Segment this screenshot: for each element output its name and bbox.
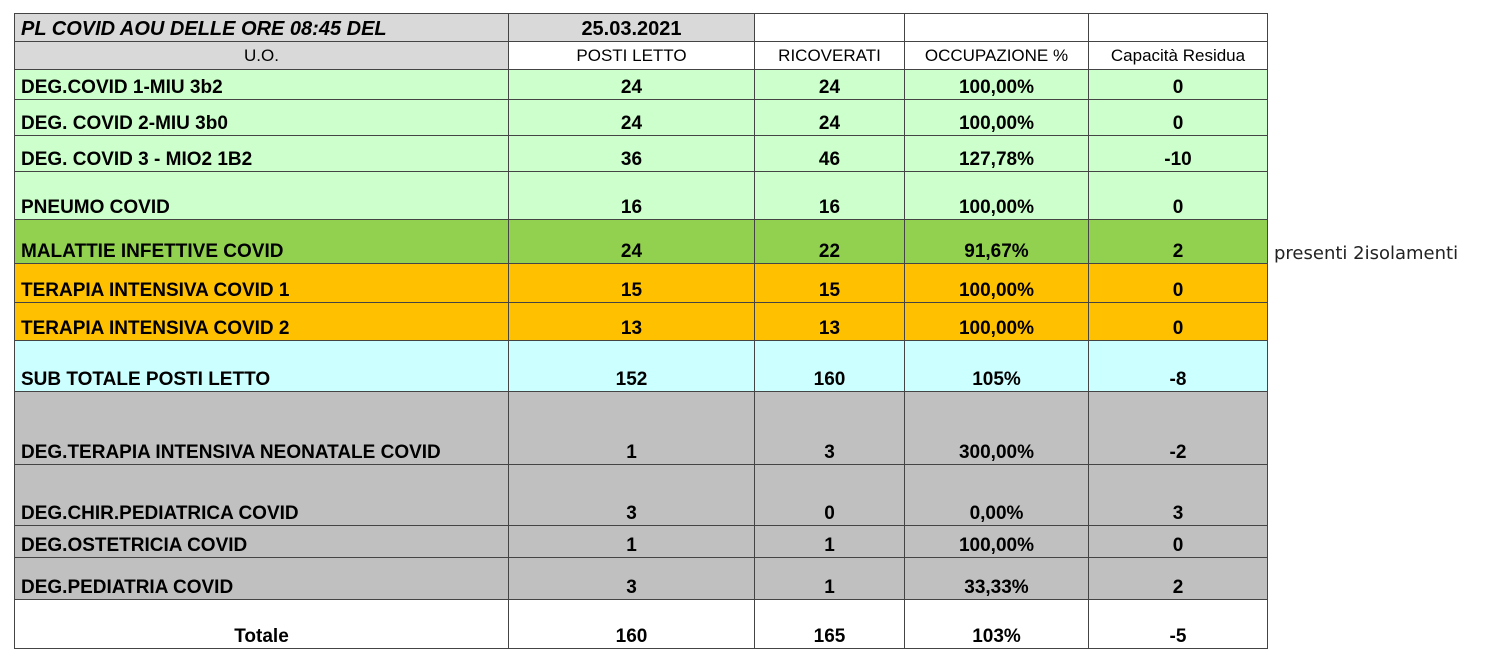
residua-cell: 0 <box>1089 70 1268 100</box>
uo-cell: DEG.OSTETRICIA COVID <box>15 526 509 558</box>
uo-cell: DEG. COVID 3 - MIO2 1B2 <box>15 136 509 172</box>
ricoverati-cell: 13 <box>755 303 905 341</box>
residua-cell: 0 <box>1089 264 1268 303</box>
residua-cell: -2 <box>1089 392 1268 465</box>
title-row <box>15 14 1268 42</box>
residua-cell: 0 <box>1089 526 1268 558</box>
occupazione-cell: 100,00% <box>905 100 1089 136</box>
residua-cell: 3 <box>1089 465 1268 526</box>
table-row <box>15 465 1268 526</box>
ricoverati-cell: 160 <box>755 341 905 392</box>
posti-cell: 152 <box>509 341 755 392</box>
table-row <box>15 392 1268 465</box>
total-row <box>15 600 1268 649</box>
uo-cell: DEG.CHIR.PEDIATRICA COVID <box>15 465 509 526</box>
ricoverati-cell: 22 <box>755 220 905 264</box>
table-row <box>15 100 1268 136</box>
residua-cell: -10 <box>1089 136 1268 172</box>
table-row <box>15 172 1268 220</box>
report-title: PL COVID AOU DELLE ORE 08:45 DEL <box>15 14 509 42</box>
uo-cell: DEG.PEDIATRIA COVID <box>15 558 509 600</box>
posti-cell: 1 <box>509 392 755 465</box>
posti-cell: 1 <box>509 526 755 558</box>
posti-cell: 24 <box>509 220 755 264</box>
posti-cell: 36 <box>509 136 755 172</box>
blank-cell <box>905 14 1089 42</box>
column-header-capacita-residua: Capacità Residua <box>1089 42 1268 70</box>
posti-cell: 16 <box>509 172 755 220</box>
ricoverati-cell: 24 <box>755 70 905 100</box>
occupazione-cell: 100,00% <box>905 526 1089 558</box>
uo-cell: DEG. COVID 2-MIU 3b0 <box>15 100 509 136</box>
occupazione-cell: 100,00% <box>905 70 1089 100</box>
column-header-occupazione: OCCUPAZIONE % <box>905 42 1089 70</box>
occupazione-cell: 100,00% <box>905 264 1089 303</box>
ricoverati-cell: 24 <box>755 100 905 136</box>
posti-cell: 15 <box>509 264 755 303</box>
uo-cell: TERAPIA INTENSIVA COVID 2 <box>15 303 509 341</box>
covid-beds-table <box>14 13 1268 649</box>
occupazione-cell: 100,00% <box>905 172 1089 220</box>
uo-cell: PNEUMO COVID <box>15 172 509 220</box>
residua-cell: -8 <box>1089 341 1268 392</box>
table-row <box>15 303 1268 341</box>
table-row <box>15 558 1268 600</box>
residua-cell: 2 <box>1089 558 1268 600</box>
table-row <box>15 264 1268 303</box>
posti-cell: 24 <box>509 70 755 100</box>
column-header-posti-letto: POSTI LETTO <box>509 42 755 70</box>
header-row <box>15 42 1268 70</box>
occupazione-cell: 100,00% <box>905 303 1089 341</box>
occupazione-cell: 103% <box>905 600 1089 649</box>
table-row <box>15 220 1268 264</box>
ricoverati-cell: 1 <box>755 526 905 558</box>
table-row <box>15 70 1268 100</box>
posti-cell: 24 <box>509 100 755 136</box>
uo-cell: TERAPIA INTENSIVA COVID 1 <box>15 264 509 303</box>
column-header-ricoverati: RICOVERATI <box>755 42 905 70</box>
column-header-uo: U.O. <box>15 42 509 70</box>
occupazione-cell: 300,00% <box>905 392 1089 465</box>
occupazione-cell: 91,67% <box>905 220 1089 264</box>
ricoverati-cell: 16 <box>755 172 905 220</box>
ricoverati-cell: 3 <box>755 392 905 465</box>
posti-cell: 160 <box>509 600 755 649</box>
occupazione-cell: 33,33% <box>905 558 1089 600</box>
uo-cell: DEG.COVID 1-MIU 3b2 <box>15 70 509 100</box>
posti-cell: 13 <box>509 303 755 341</box>
occupazione-cell: 0,00% <box>905 465 1089 526</box>
ricoverati-cell: 46 <box>755 136 905 172</box>
ricoverati-cell: 165 <box>755 600 905 649</box>
uo-cell: DEG.TERAPIA INTENSIVA NEONATALE COVID <box>15 392 509 465</box>
residua-cell: 2 <box>1089 220 1268 264</box>
report-date: 25.03.2021 <box>509 14 755 42</box>
residua-cell: 0 <box>1089 303 1268 341</box>
posti-cell: 3 <box>509 558 755 600</box>
isolation-note: presenti 2isolamenti <box>1274 243 1459 264</box>
residua-cell: 0 <box>1089 100 1268 136</box>
table-row <box>15 526 1268 558</box>
uo-cell: MALATTIE INFETTIVE COVID <box>15 220 509 264</box>
ricoverati-cell: 0 <box>755 465 905 526</box>
subtotal-row <box>15 341 1268 392</box>
ricoverati-cell: 1 <box>755 558 905 600</box>
occupazione-cell: 105% <box>905 341 1089 392</box>
residua-cell: -5 <box>1089 600 1268 649</box>
posti-cell: 3 <box>509 465 755 526</box>
table-row <box>15 136 1268 172</box>
occupazione-cell: 127,78% <box>905 136 1089 172</box>
residua-cell: 0 <box>1089 172 1268 220</box>
blank-cell <box>1089 14 1268 42</box>
ricoverati-cell: 15 <box>755 264 905 303</box>
uo-cell: SUB TOTALE POSTI LETTO <box>15 341 509 392</box>
blank-cell <box>755 14 905 42</box>
total-label: Totale <box>15 600 509 649</box>
